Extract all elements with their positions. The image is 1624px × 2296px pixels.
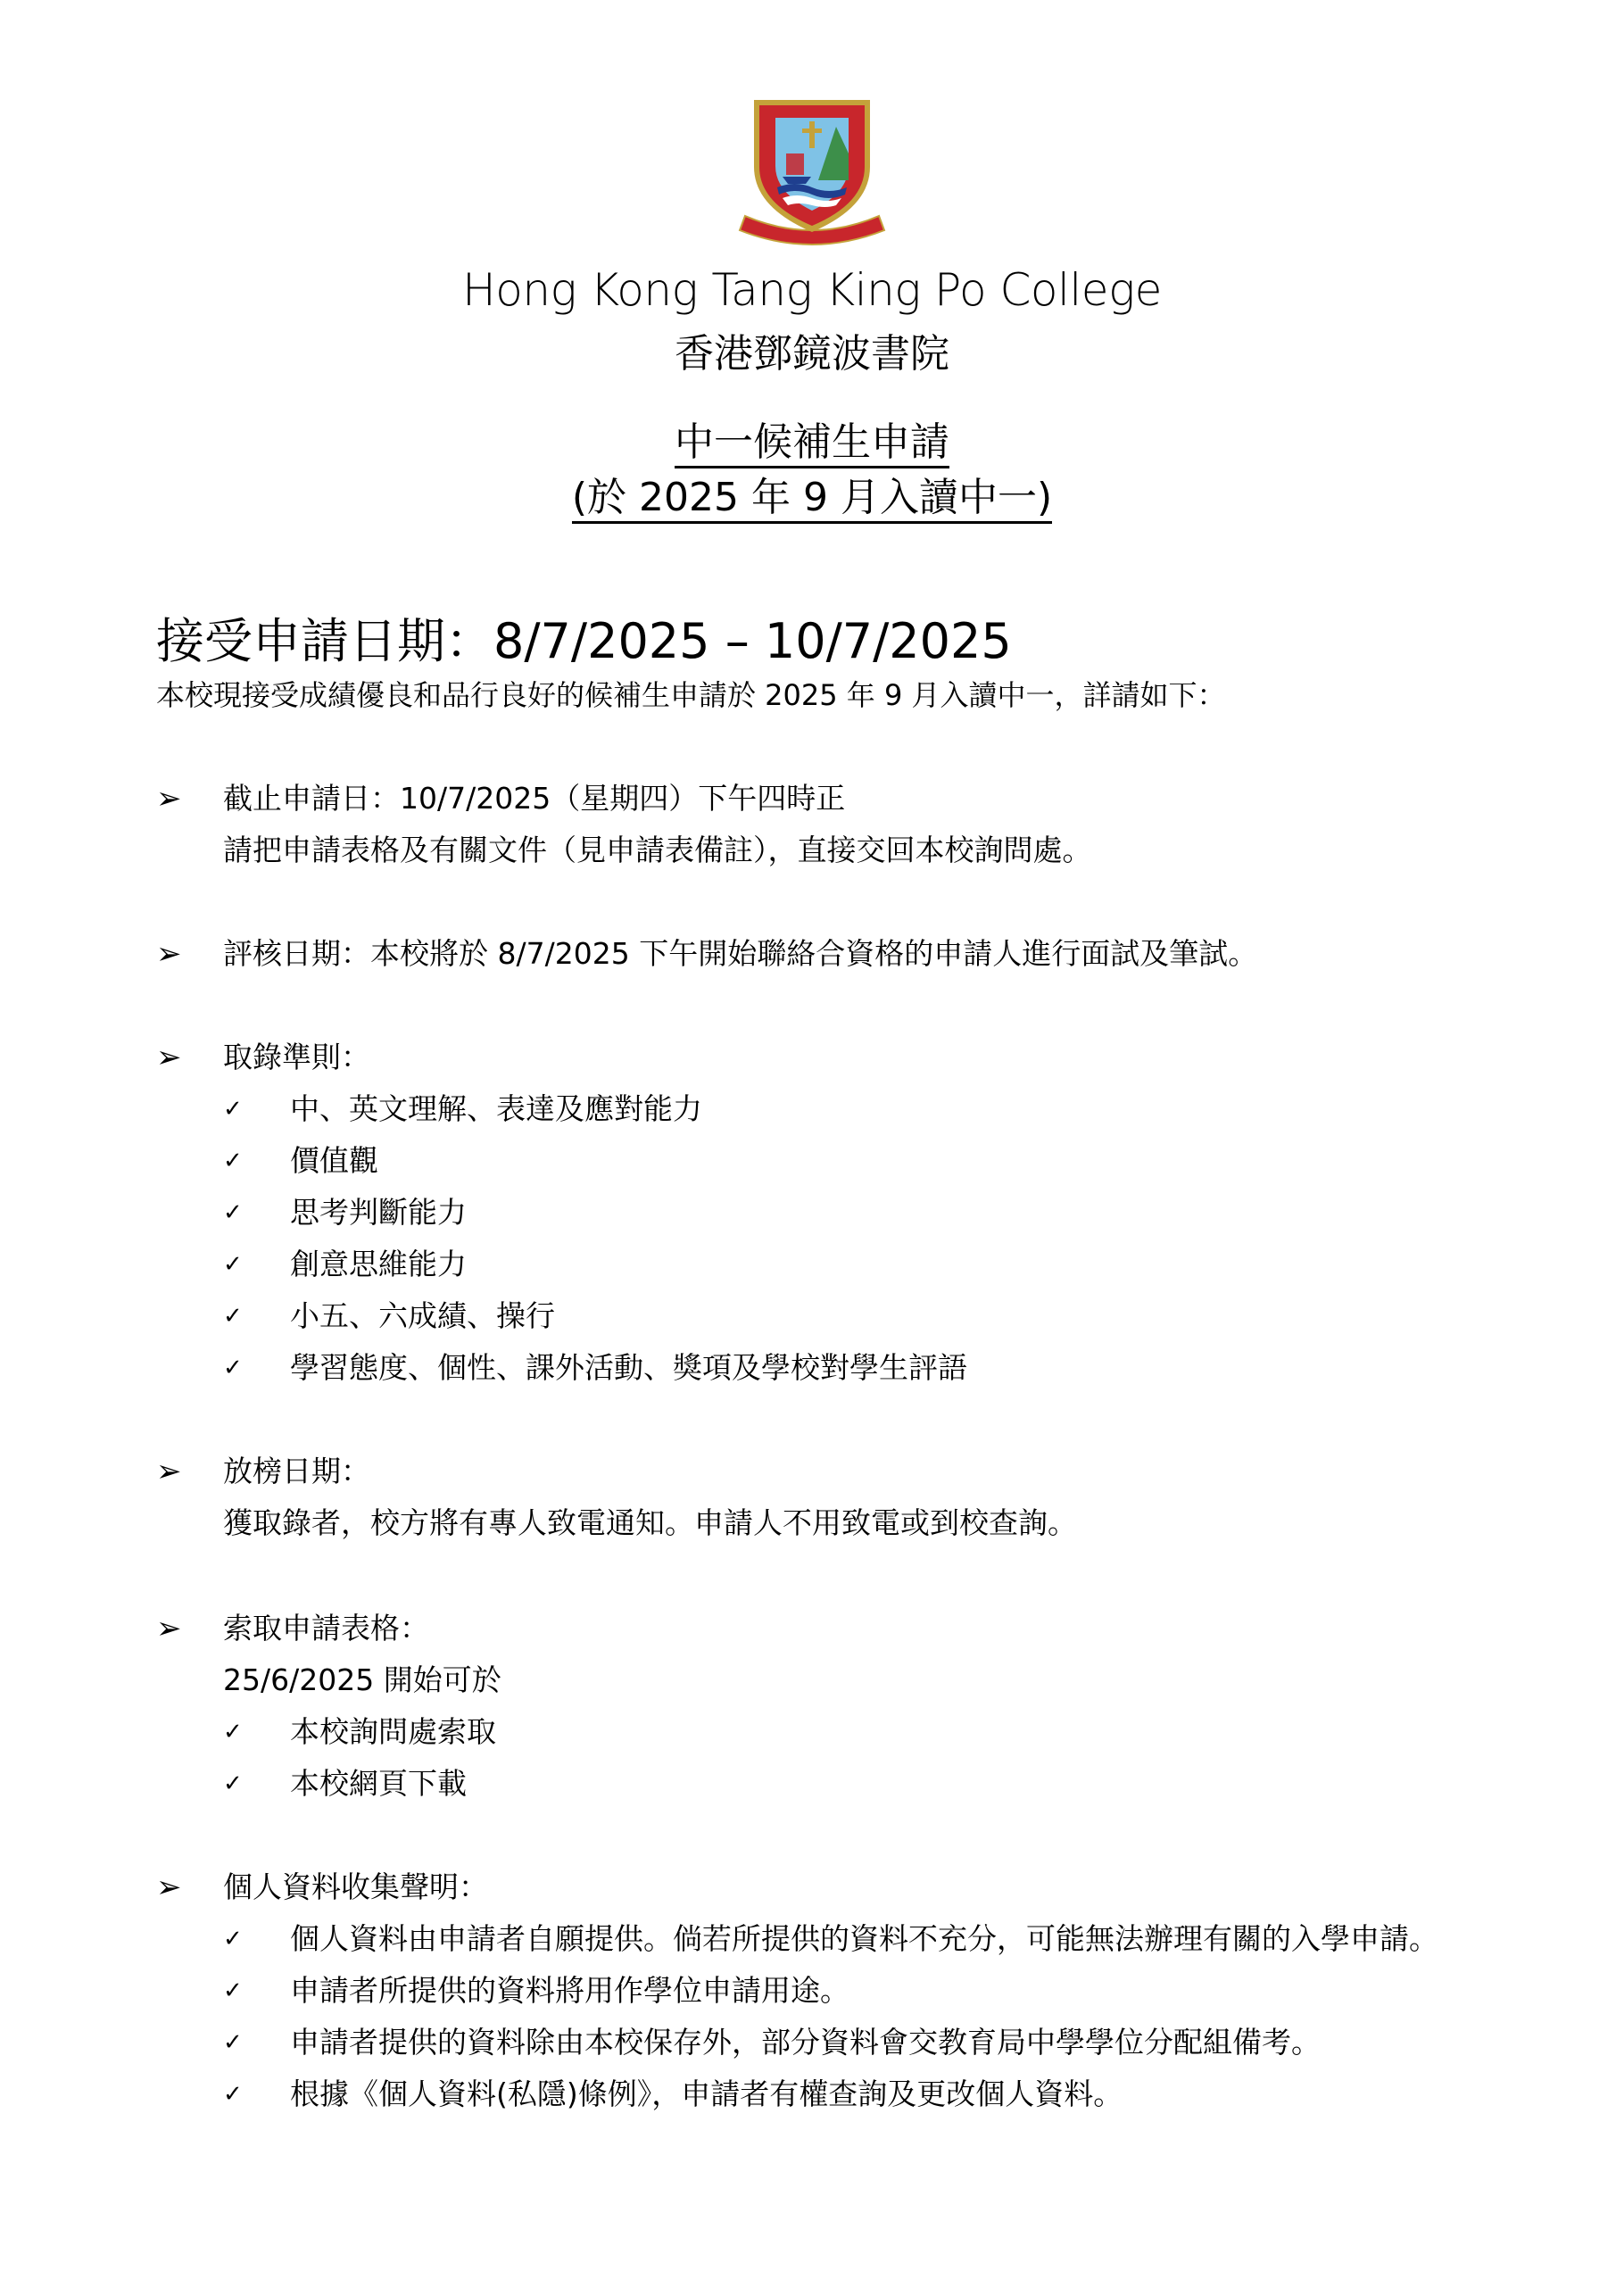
arrow-bullet-icon: ➢ bbox=[156, 1454, 182, 1489]
title-line-1: 中一候補生申請 bbox=[675, 420, 949, 468]
check-icon: ✓ bbox=[223, 2081, 243, 2108]
forms-line: 25/6/2025 開始可於 bbox=[223, 1662, 501, 1697]
list-item: ✓ 本校詢問處索取 bbox=[156, 1706, 1495, 1758]
document-title bbox=[0, 419, 1624, 468]
list-item: ✓ 中、英文理解、表達及應對能力 bbox=[156, 1083, 1495, 1135]
deadline-line: 截止申請日：10/7/2025（星期四）下午四時正 bbox=[223, 781, 846, 816]
document-subtitle bbox=[0, 475, 1624, 524]
title-line-2: (於 2025 年 9 月入讀中一) bbox=[572, 476, 1052, 524]
section-results bbox=[156, 1446, 1495, 1549]
check-icon: ✓ bbox=[223, 1148, 243, 1174]
check-icon: ✓ bbox=[223, 2029, 243, 2056]
list-item: ✓ 小五、六成績、操行 bbox=[156, 1290, 1495, 1342]
privacy-label: 個人資料收集聲明： bbox=[223, 1869, 488, 1904]
list-item: ✓ 創意思維能力 bbox=[156, 1239, 1495, 1290]
school-name-english: Hong Kong Tang King Po College bbox=[462, 264, 1162, 316]
deadline-instruction: 請把申請表格及有關文件（見申請表備註），直接交回本校詢問處。 bbox=[223, 833, 1092, 867]
check-icon: ✓ bbox=[223, 1770, 243, 1797]
arrow-bullet-icon: ➢ bbox=[156, 936, 182, 972]
list-item: ✓ 本校網頁下載 bbox=[156, 1758, 1495, 1810]
forms-label: 索取申請表格： bbox=[223, 1611, 429, 1645]
assessment-line: 評核日期：本校將於 8/7/2025 下午開始聯絡合資格的申請人進行面試及筆試。 bbox=[223, 936, 1258, 971]
section-privacy bbox=[156, 1861, 1495, 2120]
list-item: ✓ 根據《個人資料(私隱)條例》，申請者有權查詢及更改個人資料。 bbox=[156, 2068, 1495, 2120]
list-item: ✓ 學習態度、個性、課外活動、獎項及學校對學生評語 bbox=[156, 1342, 1495, 1394]
results-line: 獲取錄者，校方將有專人致電通知。申請人不用致電或到校查詢。 bbox=[223, 1505, 1077, 1540]
list-item: ✓ 個人資料由申請者自願提供。倘若所提供的資料不充分，可能無法辦理有關的入學申請。 bbox=[156, 1913, 1495, 1965]
check-icon: ✓ bbox=[223, 1719, 243, 1745]
check-icon: ✓ bbox=[223, 1303, 243, 1330]
arrow-bullet-icon: ➢ bbox=[156, 781, 182, 816]
application-period-heading: 接受申請日期：8/7/2025 – 10/7/2025 bbox=[156, 613, 1012, 669]
list-item: ✓ 申請者所提供的資料將用作學位申請用途。 bbox=[156, 1965, 1495, 2017]
list-item: ✓ 價值觀 bbox=[156, 1135, 1495, 1187]
list-item: ✓ 申請者提供的資料除由本校保存外，部分資料會交教育局中學學位分配組備考。 bbox=[156, 2017, 1495, 2068]
school-name-chinese: 香港鄧鏡波書院 bbox=[675, 331, 949, 377]
section-forms bbox=[156, 1603, 1495, 1810]
arrow-bullet-icon: ➢ bbox=[156, 1040, 182, 1075]
list-item: ✓ 思考判斷能力 bbox=[156, 1187, 1495, 1239]
section-deadline bbox=[156, 773, 1495, 876]
check-icon: ✓ bbox=[223, 1355, 243, 1381]
check-icon: ✓ bbox=[223, 1926, 243, 1952]
school-crest-logo bbox=[736, 82, 888, 252]
arrow-bullet-icon: ➢ bbox=[156, 1869, 182, 1905]
section-criteria bbox=[156, 1032, 1495, 1394]
check-icon: ✓ bbox=[223, 1977, 243, 2004]
arrow-bullet-icon: ➢ bbox=[156, 1611, 182, 1646]
results-label: 放榜日期： bbox=[223, 1454, 370, 1488]
check-icon: ✓ bbox=[223, 1199, 243, 1226]
check-icon: ✓ bbox=[223, 1096, 243, 1123]
criteria-label: 取錄準則： bbox=[223, 1040, 370, 1074]
section-assessment bbox=[156, 928, 1495, 980]
check-icon: ✓ bbox=[223, 1251, 243, 1278]
intro-paragraph: 本校現接受成績優良和品行良好的候補生申請於 2025 年 9 月入讀中一，詳請如下： bbox=[156, 678, 1226, 712]
